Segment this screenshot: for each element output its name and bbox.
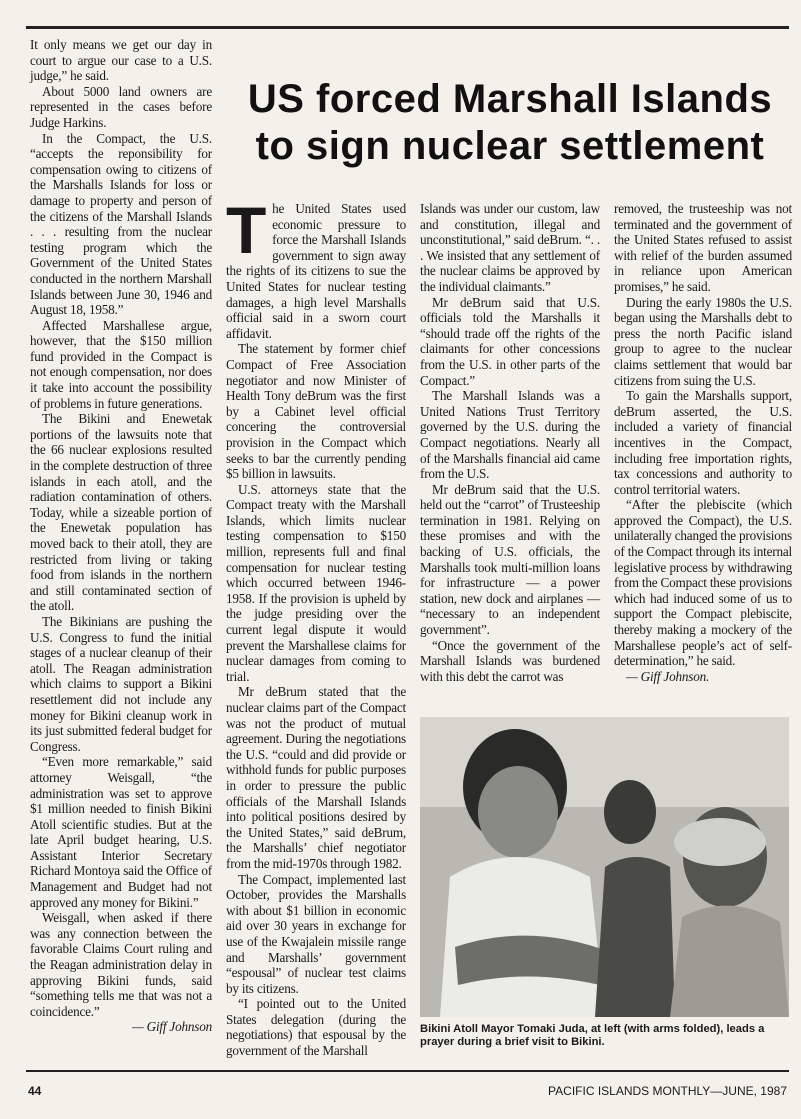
- paragraph: About 5000 land owners are represented in the cases before Judge Harkins.: [30, 83, 212, 130]
- byline-signature: — Giff Johnson: [132, 1019, 212, 1035]
- paragraph: U.S. attorneys state that the Compact treaty with the Marshall Islands, which limits nuclear testing compensation to $150 million, represents full and final compensation for nuclear testing which occurred between 1946-1958. If the provision is upheld by the judge presiding over the current legal dispute it would prevent the Marshallese claims for nuclear damages from coming to trial.: [226, 481, 406, 684]
- paragraph: It only means we get our day in court to argue our case to a U.S. judge,” he said.: [30, 37, 212, 84]
- byline-signature: — Giff Johnson.: [626, 668, 710, 684]
- paragraph: “I pointed out to the United States delegation (during the negotiations) that espousal by the government of the Marshall: [226, 996, 406, 1059]
- paragraph: The Bikini and Enewetak portions of the lawsuits note that the 66 nuclear explosions resulted in the complete destruction of three islands in each atoll, and the radiation contamination of others. Today, while a sizeable portion of the Enewetak population has moved back to their atoll, they are restricted from living or taking food from islands in the northern and still contaminated section of the atoll.: [30, 411, 212, 614]
- drop-cap: T: [226, 193, 267, 267]
- news-photo: [420, 717, 789, 1017]
- paragraph: removed, the trusteeship was not terminated and the government of the United States refused to assist with relief of the burden assumed in reliance upon American promises,” he said.: [614, 201, 792, 294]
- article-column-2: [226, 193, 406, 1059]
- paragraph: The Marshall Islands was a United Nations Trust Territory governed by the U.S. during the Compact negotiations. Nearly all of the Marshalls financial aid came from the U.S.: [420, 388, 600, 482]
- article-column-1: [30, 37, 212, 1035]
- bottom-rule: [26, 1070, 789, 1072]
- paragraph: Weisgall, when asked if there was any connection between the favorable Claims Court ruling and the Reagan administration delay in approving Bikini funds, said “something tells me that was not a coincidence.”: [30, 910, 212, 1019]
- paragraph: “After the plebiscite (which approved the Compact), the U.S. unilaterally changed the provisions of the Compact through its internal legislative process by withdrawing from the Compact these provisions which had induced some of us to support the Compact plebiscite, thereby making a mockery of the Marshallese people’s act of self-determination,” he said.: [614, 497, 792, 669]
- paragraph: [614, 669, 792, 685]
- photo-placeholder-illustration: [420, 717, 789, 1017]
- page-number: 44: [28, 1084, 42, 1098]
- paragraph: The statement by former chief Compact of Free Association negotiator and now Minister of Health Tony deBrum was the first by a Cabinet level official concering the controversial provision in the Compact which seeks to bar the currently pending $5 billion in lawsuits.: [226, 341, 406, 482]
- paragraph: Mr deBrum said that U.S. officials told the Marshalls it “should trade off the rights of the claimants for other concessions from the U.S. in other parts of the Compact.”: [420, 294, 600, 388]
- paragraph: “Once the government of the Marshall Islands was burdened with this debt the carrot was: [420, 637, 600, 684]
- paragraph: “Even more remarkable,” said attorney Weisgall, “the administration was set to approve $1 million needed to finish Bikini Atoll scientific studies. But at the late April budget hearing, U.S. Assistant Interior Secretary Richard Montoya said the Office of Management and Budget had not approved any money for Bikini.”: [30, 754, 212, 910]
- paragraph: Mr deBrum said that the U.S. held out the “carrot” of Trusteeship termination in 1981. Relying on these promises and with the backing of U.S. officials, the Marshalls took multi-million loans for infrastructure — a power station, new dock and airplanes — “necessary to an independent government”.: [420, 481, 600, 638]
- lead-text: he United States used economic pressure to force the Marshall Islands government to sign away the rights of its citizens to sue the United States for nuclear testing damages, a high level Marshalls official said in a sworn court affidavit.: [226, 201, 406, 341]
- paragraph: During the early 1980s the U.S. began using the Marshalls debt to press the north Pacific island group to agree to the nuclear claims settlement that would bar citizens from suing the U.S.: [614, 294, 792, 388]
- publication-footer: PACIFIC ISLANDS MONTHLY—JUNE, 1987: [548, 1084, 787, 1098]
- lead-paragraph: [226, 193, 406, 341]
- paragraph: To gain the Marshalls support, deBrum asserted, the U.S. included a variety of financial incentives in the Compact, including free importation rights, tax concessions and authority to control territorial waters.: [614, 388, 792, 497]
- paragraph: Islands was under our custom, law and constitution, illegal and unconstitutional,” said deBrum. “. . . We insisted that any settlement of the nuclear claims be approved by the individual claimants.”: [420, 201, 600, 294]
- article-column-3: [420, 201, 600, 684]
- paragraph: The Bikinians are pushing the U.S. Congress to fund the initial stages of a nuclear cleanup of their atoll. The Reagan administration which claims to support a Bikini resettlement did not include any money for Bikini cleanup work in its just submitted federal budget for Congress.: [30, 613, 212, 754]
- headline: US forced Marshall Islands to sign nuclear settlement: [247, 77, 773, 168]
- top-rule: [26, 26, 789, 29]
- paragraph: Mr deBrum stated that the nuclear claims part of the Compact was not the product of mutual agreement. During the negotiations the U.S. “could and did provide or withhold funds for public purposes in order to pressure the public officials of the Marshall Islands into political positions desired by the United States,” said deBrum, the Marshalls’ chief negotiator from the mid-1970s through 1982.: [226, 684, 406, 871]
- paragraph: The Compact, implemented last October, provides the Marshalls with about $1 billion in economic aid over 30 years in exchange for use of the Kwajalein missile range and Marshalls’ government “espousal” of nuclear test claims by its citizens.: [226, 871, 406, 996]
- photo-caption: Bikini Atoll Mayor Tomaki Juda, at left (with arms folded), leads a prayer during a brief visit to Bikini.: [420, 1023, 765, 1048]
- paragraph: Affected Marshallese argue, however, that the $150 million fund provided in the Compact is not enough compensation, nor does it take into account the possibility of problems in future generations.: [30, 317, 212, 411]
- article-column-4: [614, 201, 792, 684]
- paragraph: In the Compact, the U.S. “accepts the reponsibility for compensation owing to citizens of the Marshalls Islands for loss or damage to property and person of the citizens of the Marshall Islands . . . resulting from the nuclear testing program which the Government of the United States conducted in the northern Marshall Islands between June 30, 1946 and August 18, 1958.”: [30, 130, 212, 318]
